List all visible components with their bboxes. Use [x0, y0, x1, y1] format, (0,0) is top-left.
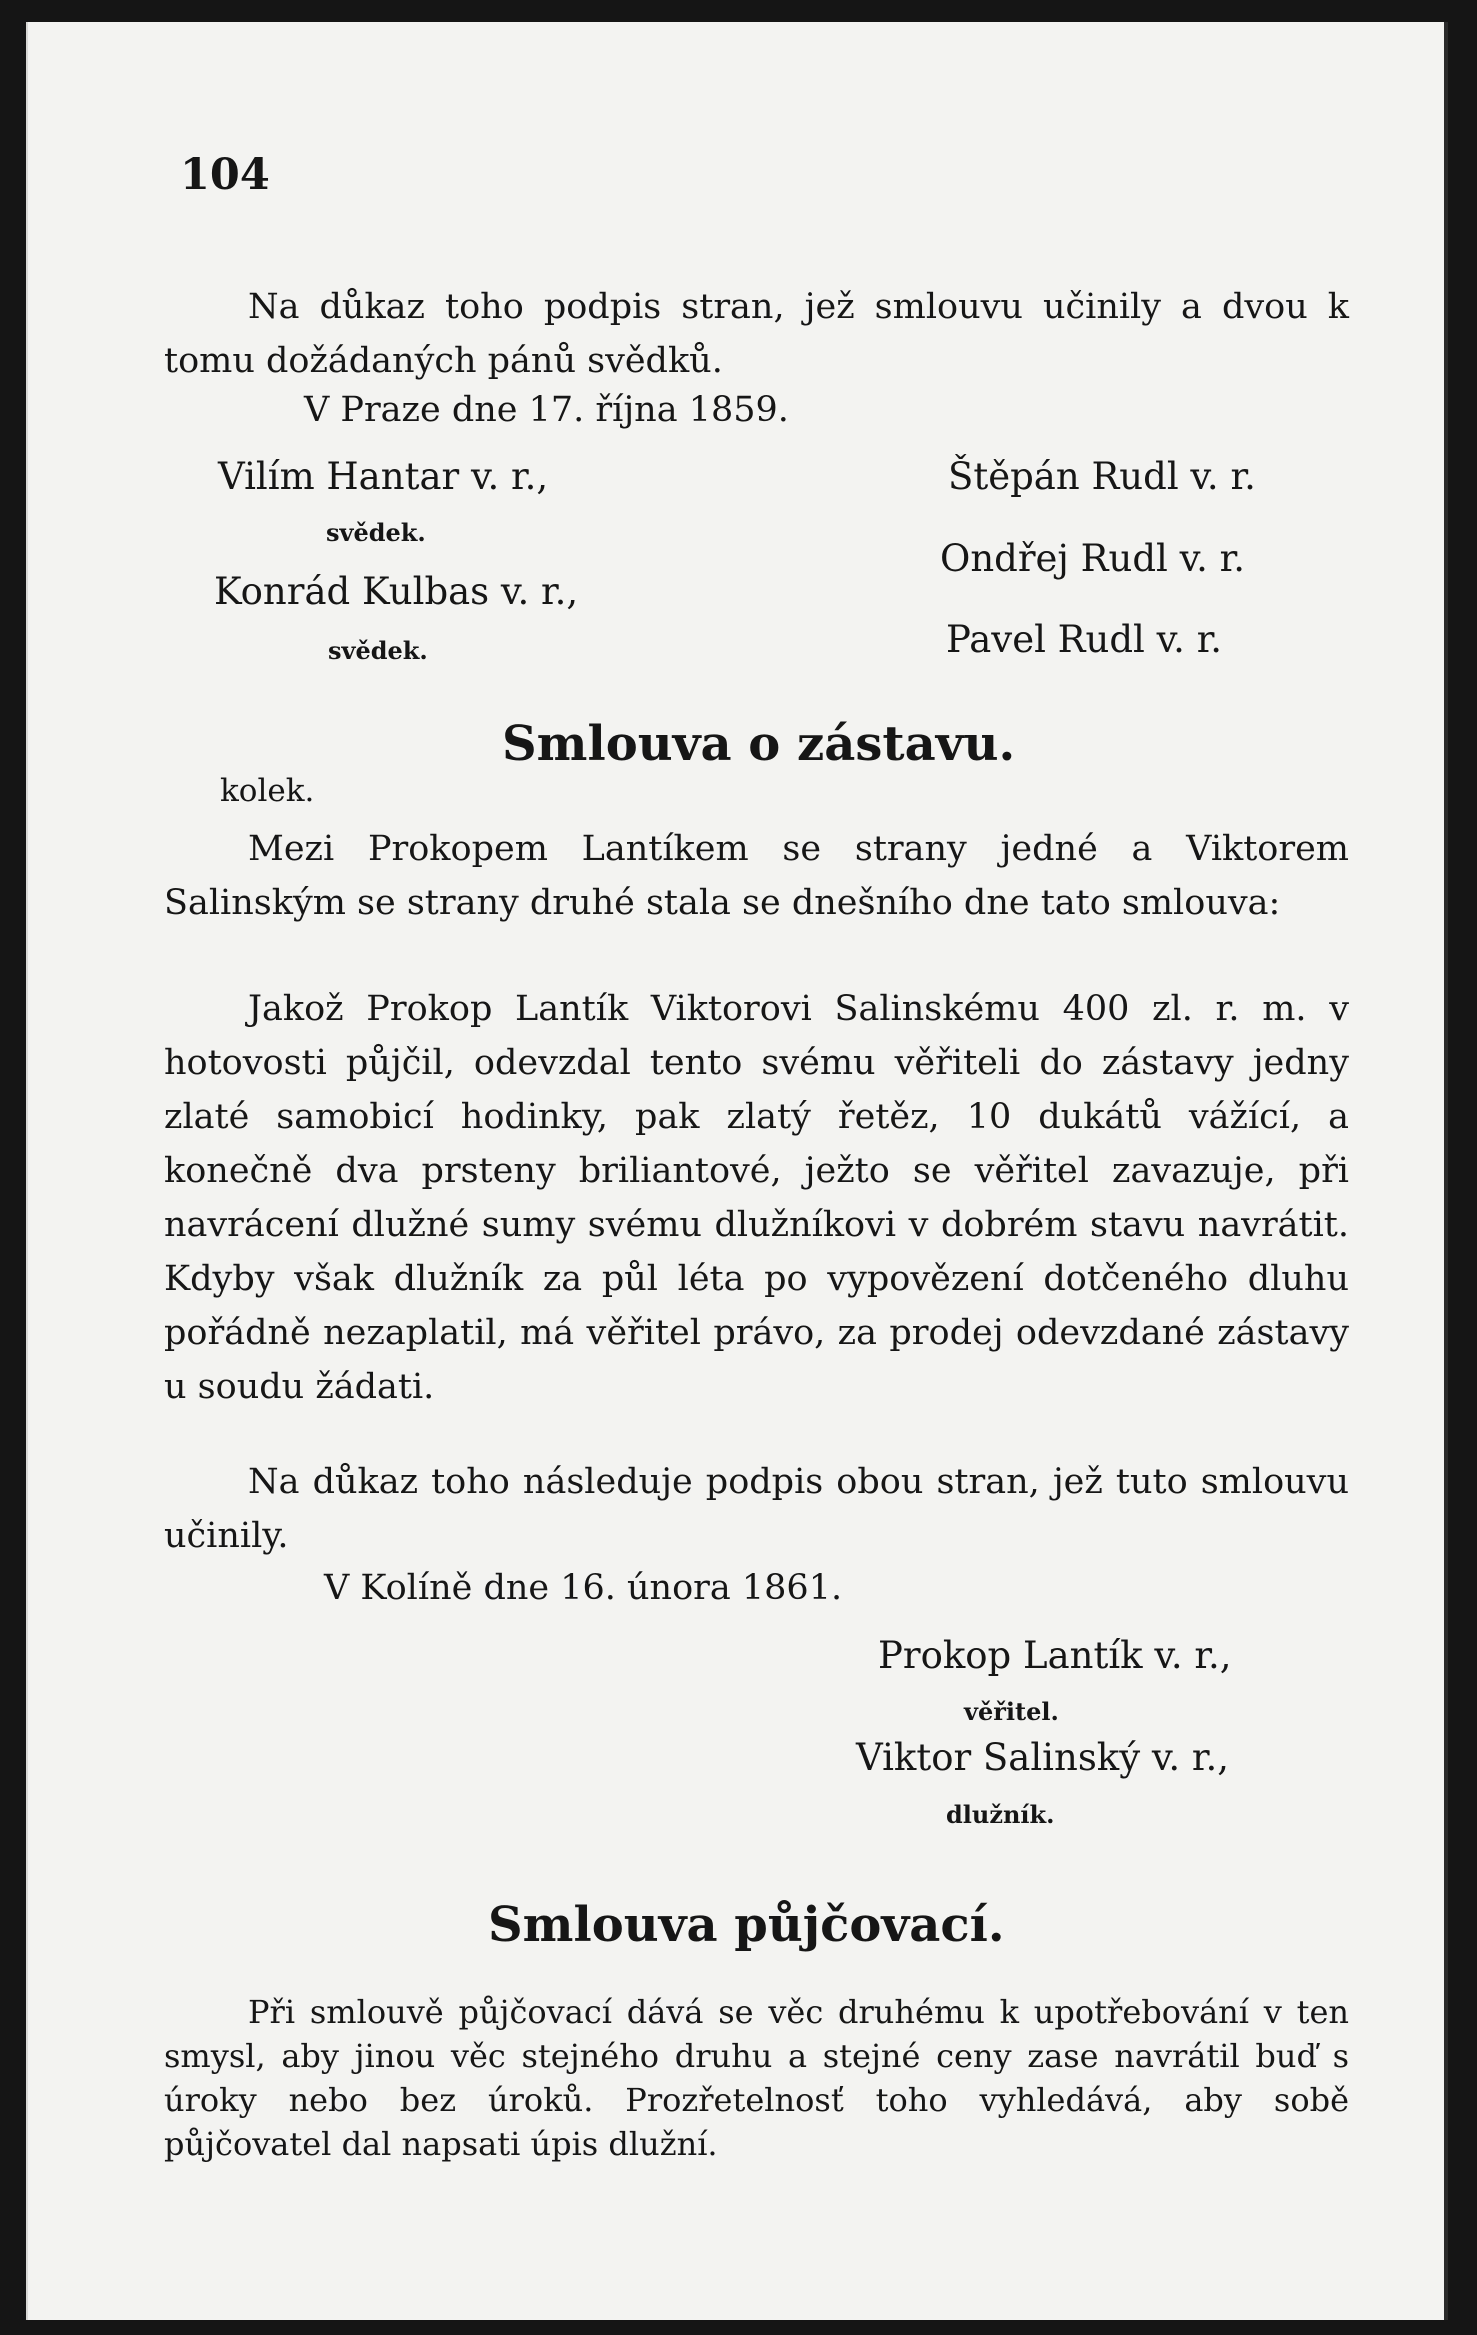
page-edge-rule: [1444, 22, 1448, 2320]
kolin-date: V Kolíně dne 16. února 1861.: [324, 1568, 843, 1608]
stamp-note: kolek.: [220, 773, 315, 809]
signature-role: věřitel.: [964, 1697, 1059, 1726]
signature-name: Pavel Rudl v. r.: [946, 618, 1223, 661]
contract-intro-paragraph: Mezi Prokopem Lantíkem se strany jedné a Viktorem Salinským se strany druhé stala se dnešního dne tato smlouva:: [164, 829, 1349, 923]
contract-closing-paragraph: Na důkaz toho následuje podpis obou stran, jež tuto smlouvu učinily.: [164, 1462, 1349, 1556]
signature-name: Vilím Hantar v. r.,: [218, 455, 549, 498]
signature-name: Konrád Kulbas v. r.,: [214, 570, 579, 613]
signature-role: dlužník.: [946, 1800, 1055, 1829]
signature-name: Ondřej Rudl v. r.: [940, 537, 1246, 580]
section-heading: Smlouva o zástavu.: [502, 716, 1016, 772]
signature-role: svědek.: [328, 636, 428, 665]
page-number: 104: [180, 150, 270, 200]
prague-date: V Praze dne 17. října 1859.: [304, 390, 789, 430]
loan-paragraph: Při smlouvě půjčovací dává se věc druhému k upotřebování v ten smysl, aby jinou věc stejného druhu a stejné ceny zase navrátil buď s úroky nebo bez úroků. Prozřetelnosť toho vyhledává, aby sobě půjčovatel dal napsati úpis dlužní.: [164, 1993, 1349, 2163]
signature-name: Viktor Salinský v. r.,: [856, 1736, 1230, 1779]
contract-body-paragraph: Jakož Prokop Lantík Viktorovi Salinskému 400 zl. r. m. v hotovosti půjčil, odevzdal tento svému věřiteli do zástavy jedny zlaté samobicí hodinky, pak zlatý řetěz, 10 dukátů vážící, a konečně dva prsteny briliantové, ježto se věřitel zavazuje, při navrácení dlužné sumy svému dlužníkovi v dobrém stavu navrátit. Kdyby však dlužník za půl léta po vypovězení dotčeného dluhu pořádně nezaplatil, má věřitel právo, za prodej odevzdané zástavy u soudu žádati.: [164, 989, 1349, 1407]
section-heading: Smlouva půjčovací.: [488, 1897, 1005, 1953]
book-page: [26, 22, 1448, 2320]
signature-name: Prokop Lantík v. r.,: [878, 1634, 1232, 1677]
signature-name: Štěpán Rudl v. r.: [948, 455, 1256, 498]
witness-paragraph: Na důkaz toho podpis stran, jež smlouvu učinily a dvou k tomu dožádaných pánů svědků.: [164, 287, 1349, 381]
signature-role: svědek.: [326, 518, 426, 547]
